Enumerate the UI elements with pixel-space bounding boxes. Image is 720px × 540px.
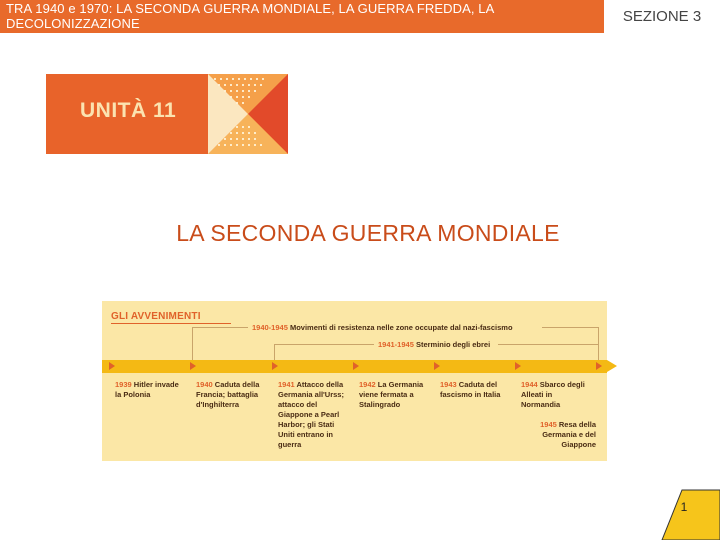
event-year: 1939	[115, 380, 132, 389]
timeline-marker	[434, 362, 440, 370]
span-line	[192, 327, 248, 328]
unit-decoration-graphic	[208, 74, 288, 154]
span-text: Movimenti di resistenza nelle zone occupate dal nazi-fascismo	[289, 323, 513, 332]
timeline-marker	[353, 362, 359, 370]
span-tick	[274, 344, 275, 360]
event-1942	[359, 380, 431, 410]
timeline-arrow	[607, 360, 617, 372]
event-1943	[440, 380, 510, 400]
event-1944	[521, 380, 593, 410]
span-resistance	[252, 323, 513, 332]
span-years: 1941-1945	[378, 340, 414, 349]
event-text: Caduta della Francia; battaglia d'Inghilterra	[196, 380, 260, 409]
event-year: 1941	[278, 380, 295, 389]
timeline-heading-rule	[111, 323, 231, 324]
page-number-corner	[648, 488, 720, 540]
event-year: 1943	[440, 380, 457, 389]
event-year: 1944	[521, 380, 538, 389]
span-holocaust	[378, 340, 490, 349]
timeline-figure	[102, 301, 607, 461]
header-bar	[0, 0, 720, 33]
unit-label-box	[46, 74, 208, 154]
span-text: Sterminio degli ebrei	[415, 340, 491, 349]
event-text: Resa della Germania e del Giappone	[542, 420, 596, 449]
event-text: Caduta del fascismo in Italia	[440, 380, 501, 399]
event-year: 1942	[359, 380, 376, 389]
event-year: 1940	[196, 380, 213, 389]
section-label: SEZIONE 3	[604, 0, 720, 33]
unit-banner	[46, 74, 288, 154]
timeline-heading: GLI AVVENIMENTI	[111, 311, 201, 322]
main-title: LA SECONDA GUERRA MONDIALE	[176, 220, 560, 246]
span-line	[274, 344, 374, 345]
event-1941	[278, 380, 352, 450]
event-text: Sbarco degli Alleati in Normandia	[521, 380, 585, 409]
timeline-marker	[515, 362, 521, 370]
span-line	[542, 327, 598, 328]
span-tick	[598, 327, 599, 360]
page-number: 1	[680, 500, 688, 514]
event-text: Attacco della Germania all'Urss; attacco del Giappone a Pearl Harbor; gli Stati Uniti entrano in guerra	[278, 380, 344, 449]
timeline-marker	[190, 362, 196, 370]
span-line	[498, 344, 598, 345]
timeline-marker	[272, 362, 278, 370]
timeline-marker	[109, 362, 115, 370]
event-1945	[526, 420, 596, 450]
event-text: Hitler invade la Polonia	[115, 380, 179, 399]
span-years: 1940-1945	[252, 323, 288, 332]
event-1939	[115, 380, 185, 400]
span-tick	[192, 327, 193, 360]
event-year: 1945	[540, 420, 557, 429]
header-title: TRA 1940 e 1970: LA SECONDA GUERRA MONDIALE, LA GUERRA FREDDA, LA DECOLONIZZAZIONE	[6, 1, 494, 31]
event-1940	[196, 380, 270, 410]
timeline-marker	[596, 362, 602, 370]
unit-label: UNITÀ 11	[80, 99, 177, 122]
event-text: La Germania viene fermata a Stalingrado	[359, 380, 424, 409]
